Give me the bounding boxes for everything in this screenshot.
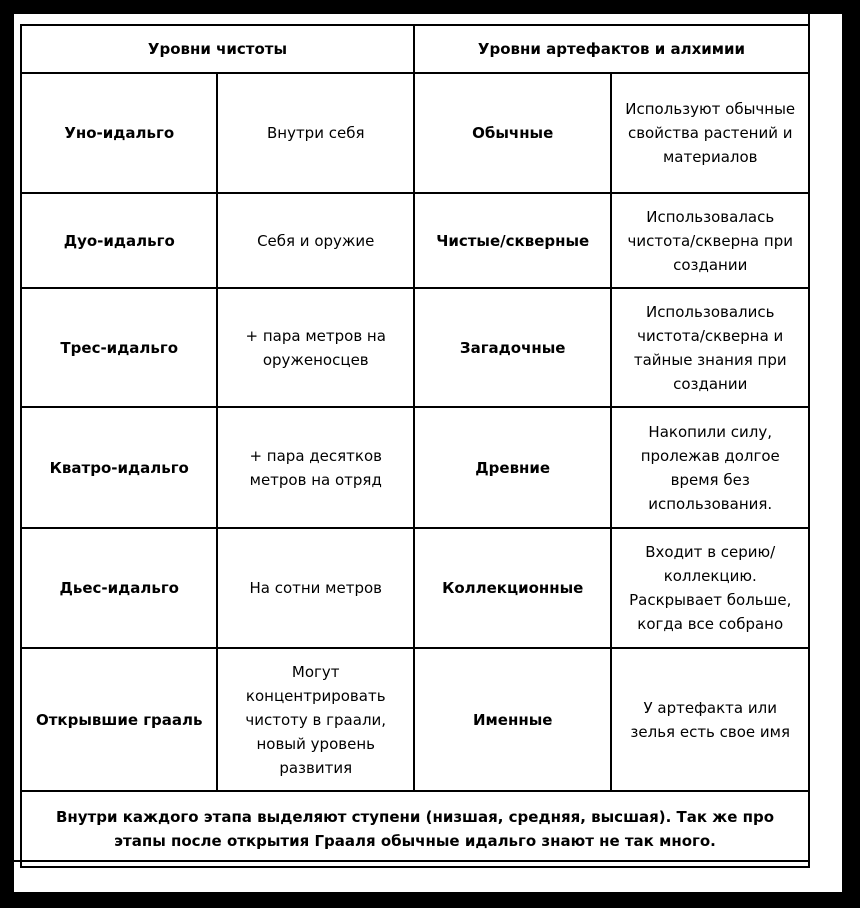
table-header-row (21, 25, 809, 73)
table-row (21, 288, 809, 407)
level-range: Внутри себя (217, 73, 413, 193)
table-container (14, 14, 810, 862)
header-artifact-levels: Уровни артефактов и алхимии (414, 25, 809, 73)
table-row (21, 193, 809, 288)
level-range: Себя и оружие (217, 193, 413, 288)
artifact-description: У артефакта или зелья есть свое имя (611, 648, 809, 791)
artifact-description: Накопили силу, пролежав долгое время без использования. (611, 407, 809, 528)
artifact-type: Обычные (414, 73, 611, 193)
artifact-description: Входит в серию/коллекцию. Раскрывает больше, когда все собрано (611, 528, 809, 648)
footnote-row (21, 791, 809, 867)
table-row (21, 407, 809, 528)
artifact-description: Используют обычные свойства растений и материалов (611, 73, 809, 193)
level-range: + пара десятков метров на отряд (217, 407, 413, 528)
level-name: Открывшие грааль (21, 648, 217, 791)
artifact-type: Чистые/скверные (414, 193, 611, 288)
level-name: Трес-идальго (21, 288, 217, 407)
level-range: + пара метров на оруженосцев (217, 288, 413, 407)
artifact-description: Использовалась чистота/скверна при создании (611, 193, 809, 288)
level-range: На сотни метров (217, 528, 413, 648)
footnote: Внутри каждого этапа выделяют ступени (низшая, средняя, высшая). Так же про этапы после открытия Грааля обычные идальго знают не так много. (21, 791, 809, 867)
table-row (21, 528, 809, 648)
level-name: Уно-идальго (21, 73, 217, 193)
artifact-description: Использовались чистота/скверна и тайные знания при создании (611, 288, 809, 407)
artifact-type: Древние (414, 407, 611, 528)
artifact-type: Именные (414, 648, 611, 791)
level-range: Могут концентрировать чистоту в граали, новый уровень развития (217, 648, 413, 791)
page-frame (14, 14, 842, 892)
level-name: Дуо-идальго (21, 193, 217, 288)
level-name: Кватро-идальго (21, 407, 217, 528)
level-name: Дьес-идальго (21, 528, 217, 648)
table-row (21, 648, 809, 791)
table-row (21, 73, 809, 193)
artifact-type: Загадочные (414, 288, 611, 407)
artifact-type: Коллекционные (414, 528, 611, 648)
header-purity-levels: Уровни чистоты (21, 25, 414, 73)
levels-table (20, 24, 810, 868)
